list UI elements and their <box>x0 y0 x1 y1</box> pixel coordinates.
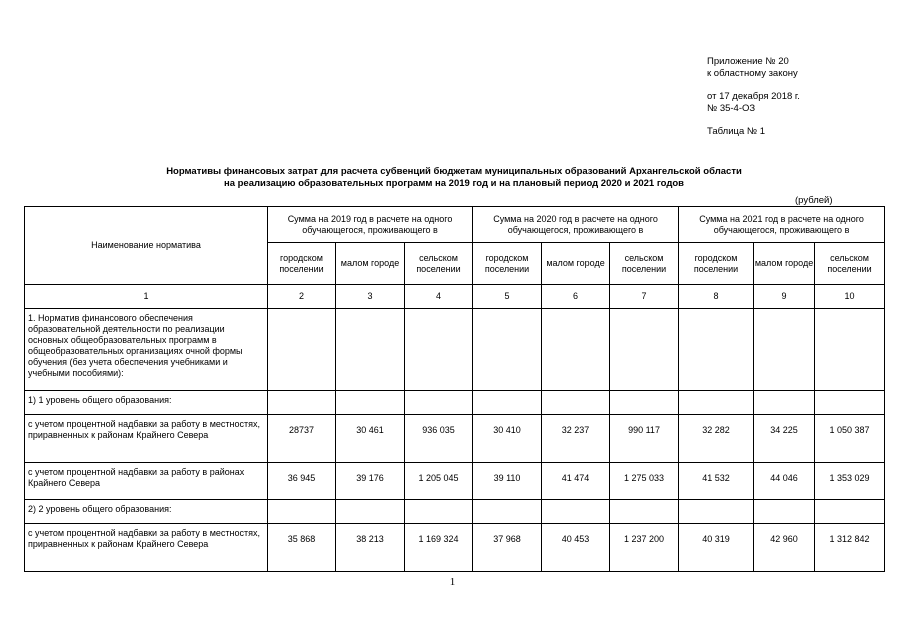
year-2020-header: Сумма на 2020 год в расчете на одного обучающегося, проживающего в <box>473 207 679 243</box>
row-value: 1 275 033 <box>610 463 679 500</box>
row-value: 40 319 <box>679 524 754 572</box>
sub-header-small-town: малом городе <box>336 243 405 285</box>
name-column-header: Наименование норматива <box>25 207 268 285</box>
row-value <box>754 309 815 391</box>
column-number: 3 <box>336 285 405 309</box>
row-value <box>473 500 542 524</box>
sub-header-rural: сельском поселении <box>405 243 473 285</box>
row-value: 39 176 <box>336 463 405 500</box>
column-number: 9 <box>754 285 815 309</box>
row-value <box>610 391 679 415</box>
sub-header-rural: сельском поселении <box>610 243 679 285</box>
row-value <box>815 309 885 391</box>
page-number: 1 <box>449 576 456 588</box>
row-value <box>610 500 679 524</box>
row-value: 44 046 <box>754 463 815 500</box>
title-line-1: Нормативы финансовых затрат для расчета субвенций бюджетам муниципальных образований Архангельской области <box>166 166 742 177</box>
column-number: 5 <box>473 285 542 309</box>
sub-header-urban: городском поселении <box>473 243 542 285</box>
row-value: 36 945 <box>268 463 336 500</box>
row-name: с учетом процентной надбавки за работу в местностях, приравненных к районам Крайнего Севера <box>25 415 268 463</box>
row-value: 40 453 <box>542 524 610 572</box>
year-2019-header: Сумма на 2019 год в расчете на одного обучающегося, проживающего в <box>268 207 473 243</box>
units-label: (рублей) <box>795 195 833 206</box>
row-value: 35 868 <box>268 524 336 572</box>
row-value <box>679 391 754 415</box>
row-value: 1 205 045 <box>405 463 473 500</box>
row-value <box>268 391 336 415</box>
row-value: 1 050 387 <box>815 415 885 463</box>
row-name: 1) 1 уровень общего образования: <box>25 391 268 415</box>
sub-header-urban: городском поселении <box>268 243 336 285</box>
table-label: Таблица № 1 <box>707 126 766 137</box>
column-number: 7 <box>610 285 679 309</box>
row-value <box>542 309 610 391</box>
table-row <box>25 500 885 524</box>
appendix-law-number: № 35-4-ОЗ <box>707 103 756 114</box>
table-row <box>25 524 885 572</box>
appendix-law-ref: к областному закону <box>707 68 798 79</box>
row-value <box>679 500 754 524</box>
appendix-number: Приложение № 20 <box>707 56 789 67</box>
row-value: 32 237 <box>542 415 610 463</box>
appendix-date: от 17 декабря 2018 г. <box>707 91 800 102</box>
row-value <box>405 391 473 415</box>
row-value <box>754 391 815 415</box>
row-value: 34 225 <box>754 415 815 463</box>
column-number: 4 <box>405 285 473 309</box>
row-value: 30 461 <box>336 415 405 463</box>
column-number: 6 <box>542 285 610 309</box>
row-name: с учетом процентной надбавки за работу в районах Крайнего Севера <box>25 463 268 500</box>
row-value <box>268 500 336 524</box>
column-number: 1 <box>25 285 268 309</box>
row-value <box>754 500 815 524</box>
row-name: 2) 2 уровень общего образования: <box>25 500 268 524</box>
sub-header-urban: городском поселении <box>679 243 754 285</box>
row-value <box>336 309 405 391</box>
document-title <box>24 166 884 190</box>
row-value: 32 282 <box>679 415 754 463</box>
row-value: 1 169 324 <box>405 524 473 572</box>
year-2021-header: Сумма на 2021 год в расчете на одного обучающегося, проживающего в <box>679 207 885 243</box>
row-name: 1. Норматив финансового обеспечения образовательной деятельности по реализации основных общеобразовательных программ в общеобразовательных организациях очной формы обучения (без учета обеспечения учебниками и учебными пособиями): <box>25 309 268 391</box>
column-number: 8 <box>679 285 754 309</box>
row-value <box>542 391 610 415</box>
row-value <box>473 309 542 391</box>
sub-header-rural: сельском поселении <box>815 243 885 285</box>
norms-table <box>24 206 885 572</box>
table-row <box>25 415 885 463</box>
row-value: 41 474 <box>542 463 610 500</box>
row-value <box>815 391 885 415</box>
row-value <box>405 309 473 391</box>
sub-header-small-town: малом городе <box>754 243 815 285</box>
column-number-row <box>25 285 885 309</box>
row-value: 28737 <box>268 415 336 463</box>
title-line-2: на реализацию образовательных программ на 2019 год и на плановый период 2020 и 2021 годов <box>223 178 685 189</box>
row-value: 30 410 <box>473 415 542 463</box>
row-value <box>610 309 679 391</box>
table-row <box>25 309 885 391</box>
row-value <box>405 500 473 524</box>
row-value: 1 312 842 <box>815 524 885 572</box>
row-name: с учетом процентной надбавки за работу в местностях, приравненных к районам Крайнего Севера <box>25 524 268 572</box>
column-number: 10 <box>815 285 885 309</box>
appendix-block <box>707 56 800 138</box>
row-value: 37 968 <box>473 524 542 572</box>
row-value <box>679 309 754 391</box>
row-value: 936 035 <box>405 415 473 463</box>
row-value: 38 213 <box>336 524 405 572</box>
row-value <box>815 500 885 524</box>
row-value: 41 532 <box>679 463 754 500</box>
table-row <box>25 391 885 415</box>
row-value <box>336 500 405 524</box>
column-number: 2 <box>268 285 336 309</box>
sub-header-small-town: малом городе <box>542 243 610 285</box>
row-value <box>473 391 542 415</box>
row-value <box>336 391 405 415</box>
row-value: 42 960 <box>754 524 815 572</box>
row-value: 39 110 <box>473 463 542 500</box>
row-value: 990 117 <box>610 415 679 463</box>
table-row <box>25 463 885 500</box>
row-value <box>268 309 336 391</box>
row-value <box>542 500 610 524</box>
row-value: 1 237 200 <box>610 524 679 572</box>
row-value: 1 353 029 <box>815 463 885 500</box>
